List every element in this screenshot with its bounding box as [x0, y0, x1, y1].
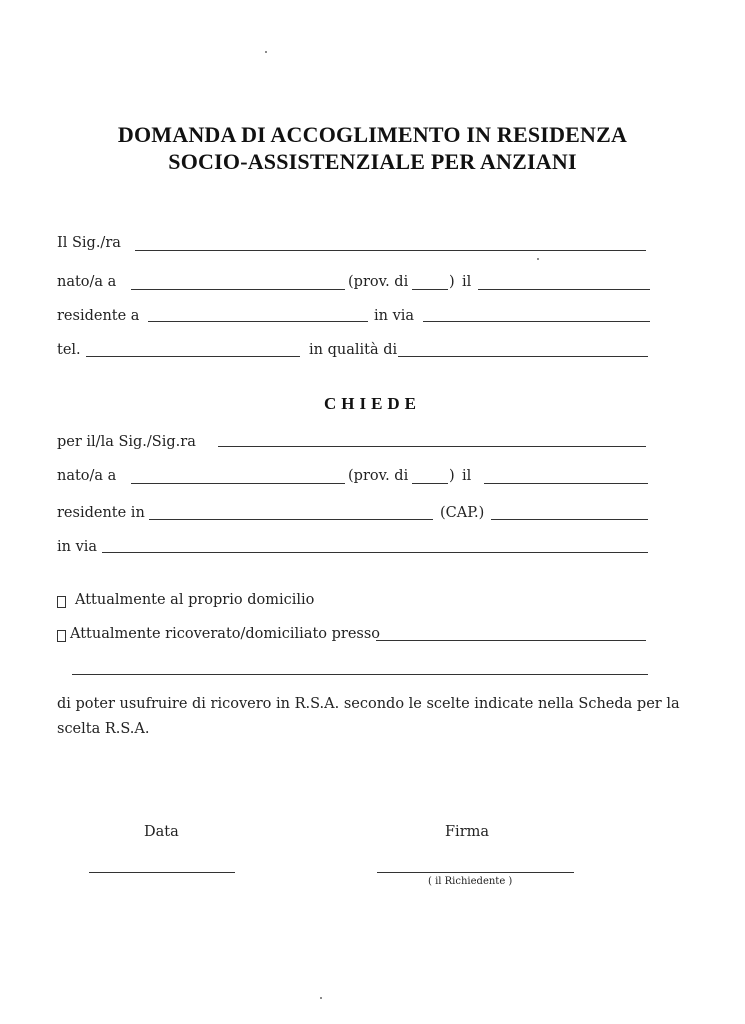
tel-field[interactable]	[86, 356, 300, 357]
domicilio-label: Attualmente al proprio domicilio	[75, 592, 315, 608]
request-text-line2: scelta R.S.A.	[57, 721, 150, 737]
prov-label: (prov. di	[348, 274, 409, 290]
beneficiary-prov-close: )	[449, 468, 455, 484]
data-label: Data	[144, 824, 179, 840]
scan-speck	[537, 258, 539, 260]
signature-field[interactable]	[377, 872, 574, 873]
richiedente-caption: ( il Richiedente )	[428, 876, 513, 887]
residente-label: residente a	[57, 308, 140, 324]
per-label: per il/la Sig./Sig.ra	[57, 434, 196, 450]
beneficiary-prov-field[interactable]	[412, 483, 448, 484]
beneficiary-il-label: il	[462, 468, 472, 484]
sig-label: Il Sig./ra	[57, 235, 121, 251]
prov-field[interactable]	[412, 289, 448, 290]
ricoverato-presso-field[interactable]	[376, 640, 646, 641]
page-title-line2: SOCIO-ASSISTENZIALE PER ANZIANI	[168, 149, 577, 174]
residence-street-field[interactable]	[423, 321, 650, 322]
request-text-line1: di poter usufruire di ricovero in R.S.A. secondo le scelte indicate nella Scheda per la	[57, 696, 680, 712]
sig-name-field[interactable]	[135, 250, 646, 251]
qualita-label: in qualità di	[309, 342, 398, 358]
cap-label: (CAP.)	[440, 505, 485, 521]
chiede-heading: CHIEDE	[323, 394, 422, 413]
nato-label: nato/a a	[57, 274, 117, 290]
prov-close: )	[449, 274, 455, 290]
ricoverato-label: Attualmente ricoverato/domiciliato presso	[70, 626, 381, 642]
firma-label: Firma	[445, 824, 490, 840]
beneficiary-birthdate-field[interactable]	[484, 483, 648, 484]
il-label: il	[462, 274, 472, 290]
birthplace-field[interactable]	[131, 289, 345, 290]
beneficiary-street-field[interactable]	[102, 552, 648, 553]
qualita-field[interactable]	[398, 356, 648, 357]
birthdate-field[interactable]	[478, 289, 650, 290]
in-via-label: in via	[374, 308, 415, 324]
tel-label: tel.	[57, 342, 81, 358]
date-field[interactable]	[89, 872, 235, 873]
residence-city-field[interactable]	[148, 321, 368, 322]
domicilio-checkbox[interactable]	[57, 596, 66, 608]
scan-speck	[265, 51, 267, 53]
cap-field[interactable]	[491, 519, 648, 520]
ricoverato-checkbox[interactable]	[57, 630, 66, 642]
ricoverato-extra-field[interactable]	[72, 674, 648, 675]
beneficiary-prov-label: (prov. di	[348, 468, 409, 484]
page-title-line1: DOMANDA DI ACCOGLIMENTO IN RESIDENZA	[117, 122, 628, 147]
beneficiary-city-field[interactable]	[149, 519, 433, 520]
scan-speck	[320, 997, 322, 999]
beneficiary-residente-label: residente in	[57, 505, 145, 521]
beneficiary-birthplace-field[interactable]	[131, 483, 345, 484]
beneficiary-name-field[interactable]	[218, 446, 646, 447]
beneficiary-via-label: in via	[57, 539, 98, 555]
beneficiary-nato-label: nato/a a	[57, 468, 117, 484]
